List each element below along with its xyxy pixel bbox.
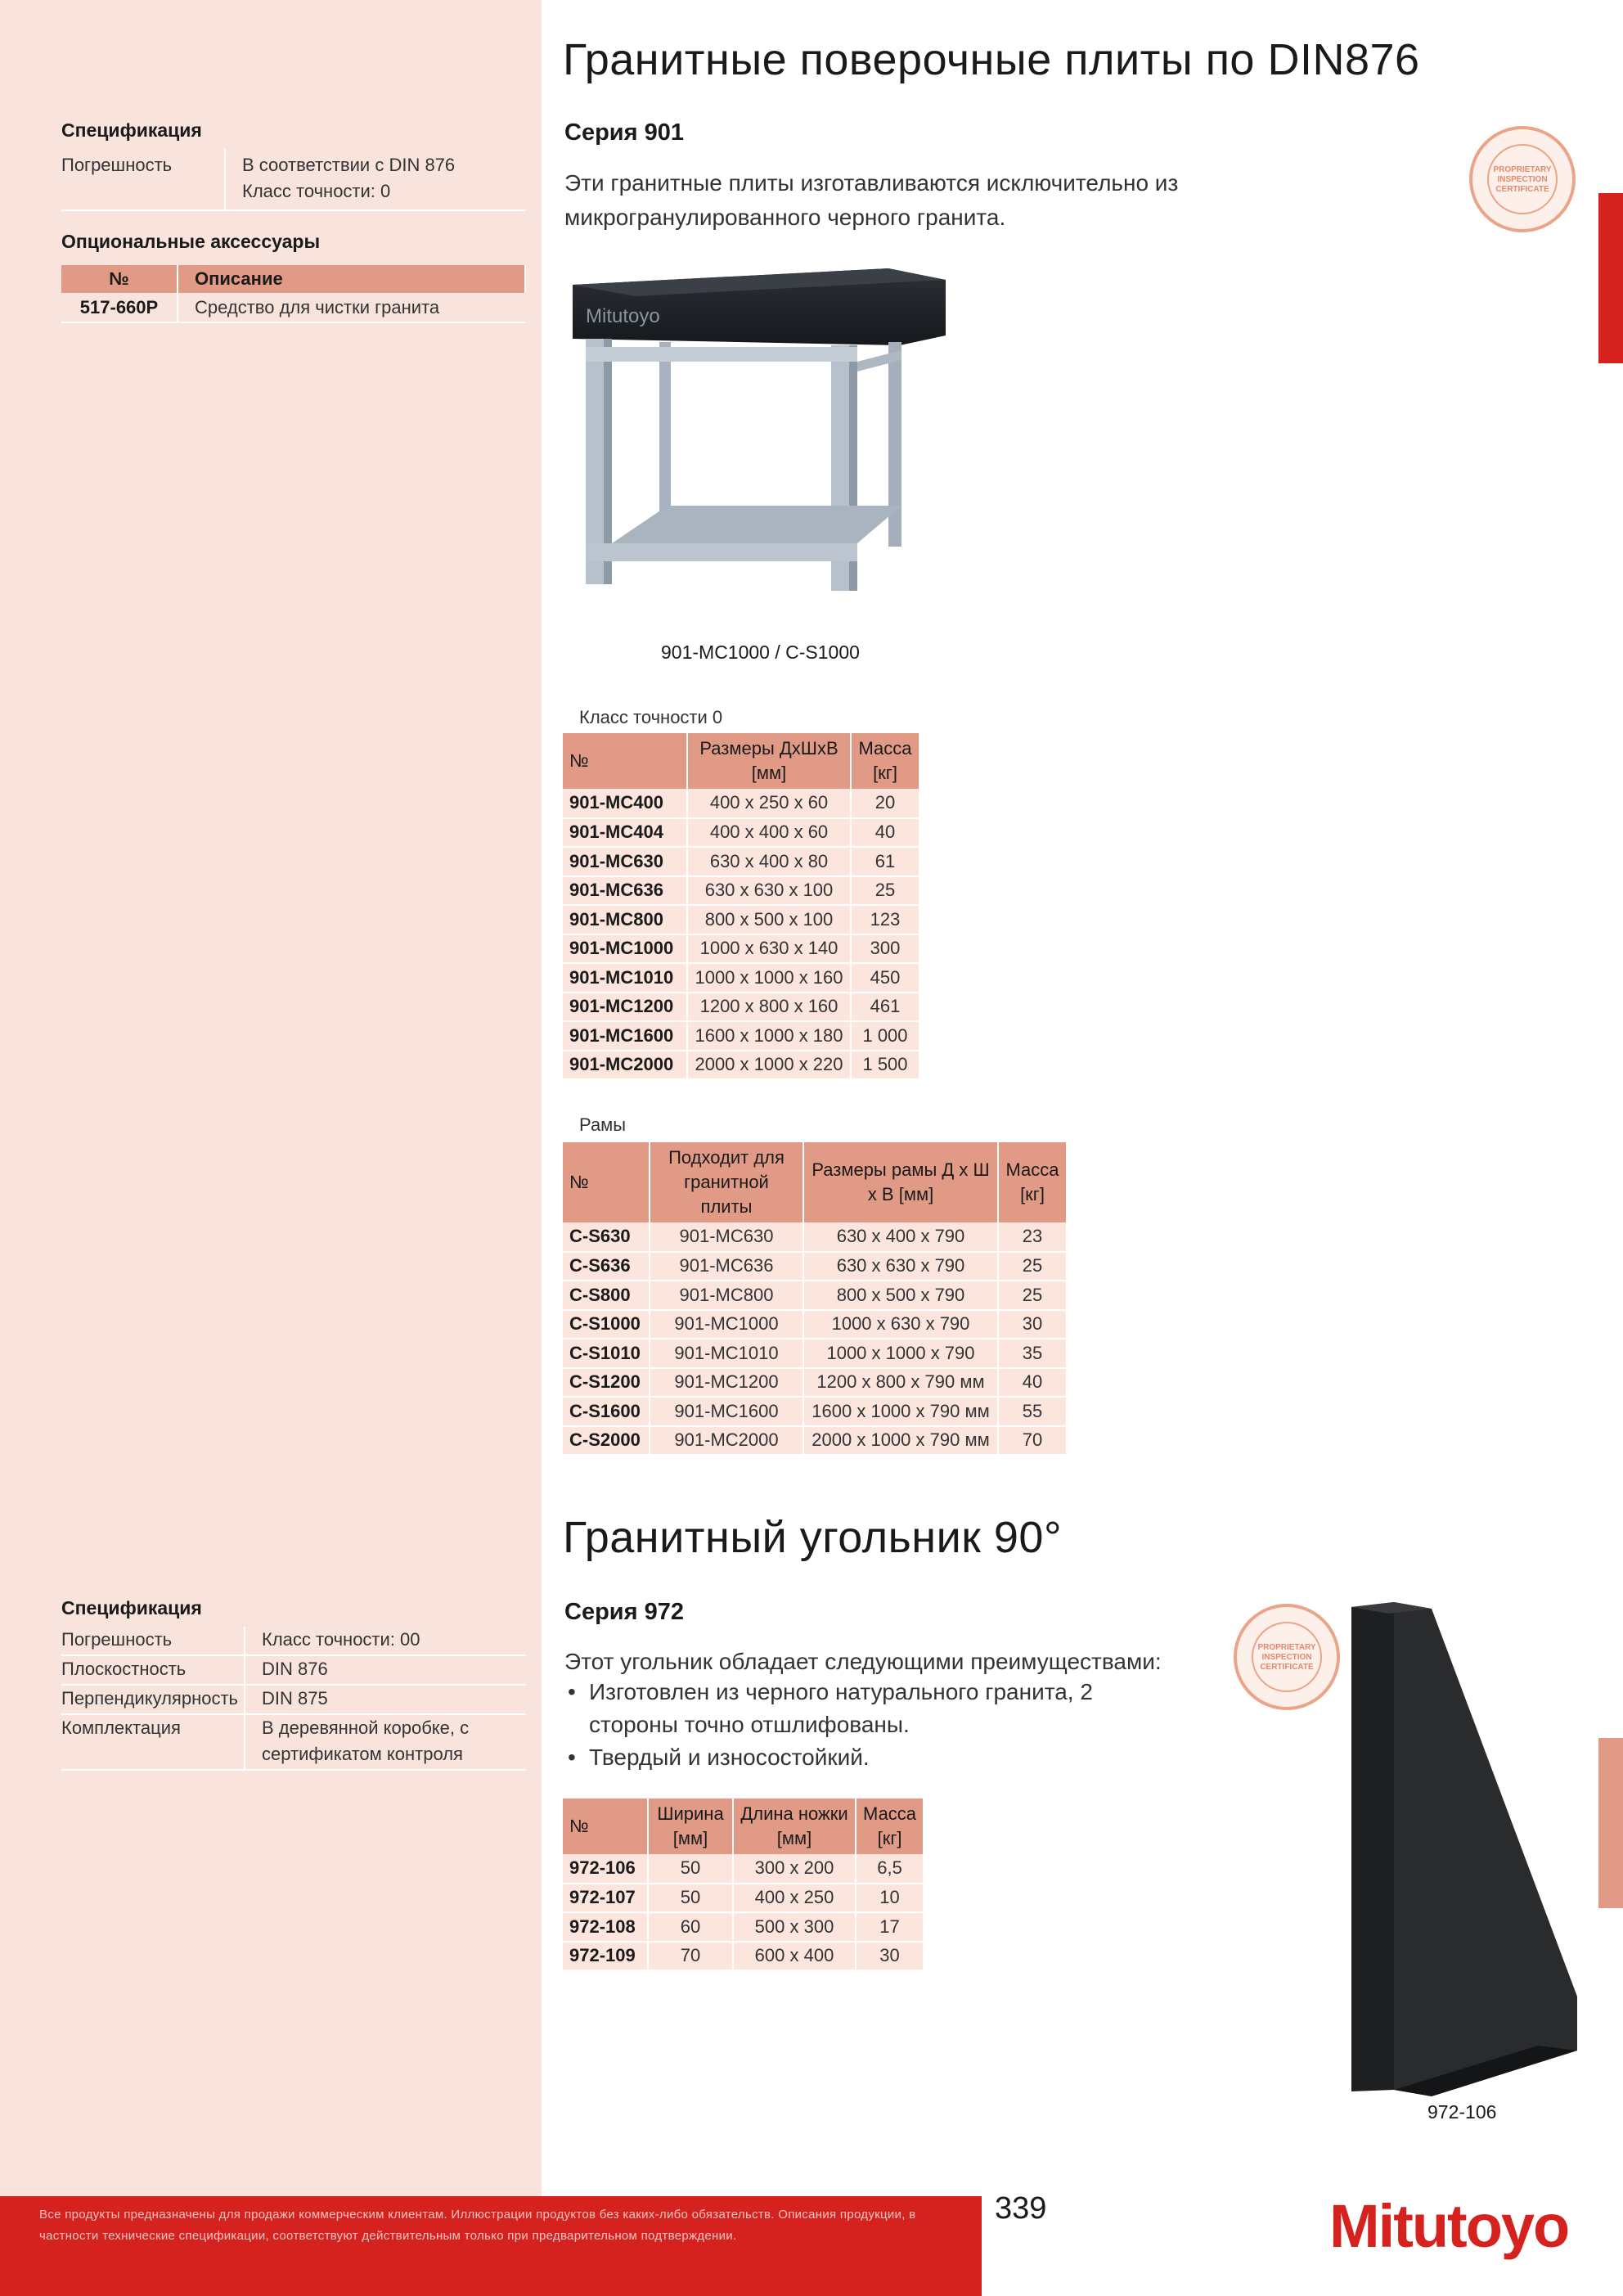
spec-value: DIN 875 xyxy=(245,1685,526,1714)
cell: 901-MC2000 xyxy=(650,1426,803,1456)
cell: 123 xyxy=(851,905,919,934)
cell: 1200 x 800 x 160 xyxy=(687,993,851,1022)
cell: 30 xyxy=(856,1942,924,1971)
cell: 500 x 300 xyxy=(733,1912,856,1942)
table-row xyxy=(563,789,919,818)
cell-no: 517-660P xyxy=(61,293,178,322)
cell: 25 xyxy=(998,1281,1067,1310)
col-header: № xyxy=(563,1799,648,1854)
cell: 630 x 630 x 790 xyxy=(803,1252,998,1281)
cell-no: C-S2000 xyxy=(563,1426,650,1456)
cell: 50 xyxy=(648,1884,733,1913)
col-header: Масса [кг] xyxy=(851,733,919,789)
table-row xyxy=(563,1021,919,1051)
cell: 300 x 200 xyxy=(733,1854,856,1884)
image-caption: 901-MC1000 / C-S1000 xyxy=(661,642,860,663)
frames-table xyxy=(563,1142,1068,1456)
certificate-seal xyxy=(1469,126,1576,232)
cell-no: 901-MC2000 xyxy=(563,1051,687,1080)
spec-title: Спецификация xyxy=(61,1597,202,1618)
table-header xyxy=(61,265,525,293)
cell: 901-MC630 xyxy=(650,1222,803,1252)
cell-no: 901-MC1600 xyxy=(563,1021,687,1051)
section2-title: Гранитный угольник 90° xyxy=(563,1513,1063,1562)
cell: 901-MC1010 xyxy=(650,1339,803,1368)
table-row xyxy=(563,934,919,964)
accessories-table xyxy=(61,265,526,323)
cell: 400 x 400 x 60 xyxy=(687,818,851,848)
cell: 901-MC1600 xyxy=(650,1397,803,1426)
cell-no: 972-106 xyxy=(563,1854,648,1884)
cell: 17 xyxy=(856,1912,924,1942)
mitutoyo-logo: Mitutoyo xyxy=(1329,2192,1569,2260)
seal-text: PROPRIETARY INSPECTION CERTIFICATE xyxy=(1257,1643,1316,1672)
col-header: Масса [кг] xyxy=(998,1142,1067,1222)
plates-body xyxy=(563,789,919,1079)
squares-body xyxy=(563,1854,924,1970)
cell: 55 xyxy=(998,1397,1067,1426)
table-row xyxy=(563,1051,919,1080)
side-tab-salmon xyxy=(1598,1738,1623,1908)
col-header: Подходит для гранитной плиты xyxy=(650,1142,803,1222)
table-row xyxy=(563,1368,1067,1398)
table-header xyxy=(563,733,919,789)
cell: 10 xyxy=(856,1884,924,1913)
side-tab-red xyxy=(1598,193,1623,363)
table-row xyxy=(563,1912,924,1942)
cell: 70 xyxy=(998,1426,1067,1456)
col-header: Размеры рамы Д х Ш х В [мм] xyxy=(803,1142,998,1222)
cell: 20 xyxy=(851,789,919,818)
cell: 1 000 xyxy=(851,1021,919,1051)
spec-key: Плоскостность xyxy=(61,1655,245,1685)
square-side xyxy=(1394,1602,1577,2096)
table-row xyxy=(563,818,919,848)
spec-value: Класс точности: 00 xyxy=(245,1627,526,1655)
cell: 70 xyxy=(648,1942,733,1971)
cell: 1000 x 1000 x 790 xyxy=(803,1339,998,1368)
spec-value-line: Класс точности: 0 xyxy=(242,181,391,201)
spec-table xyxy=(61,149,526,211)
col-header: Ширина [мм] xyxy=(648,1799,733,1854)
table-row xyxy=(563,993,919,1022)
left-panel xyxy=(0,0,542,2196)
cell-no: C-S800 xyxy=(563,1281,650,1310)
cell-no: 972-109 xyxy=(563,1942,648,1971)
stand-rail xyxy=(586,347,857,362)
cell: 1000 x 630 x 790 xyxy=(803,1310,998,1339)
cell: 40 xyxy=(998,1368,1067,1398)
cell: 2000 x 1000 x 790 мм xyxy=(803,1426,998,1456)
cell-no: 901-MC1200 xyxy=(563,993,687,1022)
section1-description: Эти гранитные плиты изготавливаются исключительно из микрогранулированного черного гранита. xyxy=(564,170,1179,230)
col-header: Длина ножки [мм] xyxy=(733,1799,856,1854)
cell: 40 xyxy=(851,818,919,848)
cell-no: C-S1600 xyxy=(563,1397,650,1426)
cell: 6,5 xyxy=(856,1854,924,1884)
cell: 1600 x 1000 x 180 xyxy=(687,1021,851,1051)
cell: 400 x 250 xyxy=(733,1884,856,1913)
cell-no: C-S630 xyxy=(563,1222,650,1252)
col-header: Масса [кг] xyxy=(856,1799,924,1854)
granite-square-image xyxy=(1342,1596,1587,2103)
cell: 50 xyxy=(648,1854,733,1884)
section2-series: Серия 972 xyxy=(564,1599,684,1625)
plates-table xyxy=(563,733,920,1080)
cell: 630 x 400 x 790 xyxy=(803,1222,998,1252)
footer-disclaimer: Все продукты предназначены для продажи коммерческим клиентам. Иллюстрации продуктов без каких-либо обязательств. Описания продукции, в частности технические спецификации, соответствуют действительным только при предварительном подтверждении. xyxy=(39,2208,916,2243)
table-row xyxy=(563,905,919,934)
table-row xyxy=(563,1310,1067,1339)
section1-series: Серия 901 xyxy=(564,119,684,146)
cell: 25 xyxy=(998,1252,1067,1281)
accessories-title: Опциональные аксессуары xyxy=(61,231,321,252)
cell-no: 901-MC630 xyxy=(563,847,687,876)
cell: 35 xyxy=(998,1339,1067,1368)
table-header xyxy=(563,1799,924,1854)
cell: 630 x 630 x 100 xyxy=(687,876,851,906)
image-caption: 972-106 xyxy=(1427,2101,1497,2123)
plates-caption: Класс точности 0 xyxy=(579,707,723,727)
cell: 400 x 250 x 60 xyxy=(687,789,851,818)
cell: 630 x 400 x 80 xyxy=(687,847,851,876)
table-row xyxy=(563,1884,924,1913)
cell-no: C-S1200 xyxy=(563,1368,650,1398)
spec-value: В деревянной коробке, с сертификатом контроля xyxy=(245,1714,526,1770)
certificate-seal xyxy=(1234,1604,1340,1710)
spec-value xyxy=(225,149,526,210)
cell: 23 xyxy=(998,1222,1067,1252)
section2-bullets xyxy=(564,1676,1186,1774)
col-header: № xyxy=(563,733,687,789)
cell: 25 xyxy=(851,876,919,906)
spec-key: Погрешность xyxy=(61,1627,245,1655)
cell: 901-MC1000 xyxy=(650,1310,803,1339)
table-row xyxy=(563,1252,1067,1281)
cell: 600 x 400 xyxy=(733,1942,856,1971)
table-row xyxy=(563,1426,1067,1456)
frames-caption: Рамы xyxy=(579,1114,627,1135)
section1-title: Гранитные поверочные плиты по DIN876 xyxy=(563,35,1420,84)
spec-value: DIN 876 xyxy=(245,1655,526,1685)
cell-no: 901-MC1000 xyxy=(563,934,687,964)
stand-rail xyxy=(586,543,857,561)
cell-no: 901-MC1010 xyxy=(563,963,687,993)
cell: 2000 x 1000 x 220 xyxy=(687,1051,851,1080)
square-face xyxy=(1351,1602,1394,2091)
cell: 461 xyxy=(851,993,919,1022)
col-header: № xyxy=(61,265,178,293)
granite-plate-image xyxy=(561,260,962,612)
table-row xyxy=(563,963,919,993)
spec-row xyxy=(61,1655,526,1685)
squares-table xyxy=(563,1799,924,1971)
table-row xyxy=(563,1854,924,1884)
table-row xyxy=(563,1281,1067,1310)
cell: 1 500 xyxy=(851,1051,919,1080)
cell: Средство для чистки гранита xyxy=(178,293,525,322)
stand-leg-back xyxy=(888,342,901,547)
table-row xyxy=(563,1942,924,1971)
cell: 450 xyxy=(851,963,919,993)
table-row xyxy=(563,1339,1067,1368)
table-row xyxy=(61,293,525,322)
bullet-item: • Изготовлен из черного натурального гранита, 2 стороны точно отшлифованы. xyxy=(564,1676,1186,1741)
cell: 901-MC1200 xyxy=(650,1368,803,1398)
cell-no: C-S1000 xyxy=(563,1310,650,1339)
cell: 901-MC800 xyxy=(650,1281,803,1310)
cell: 1200 x 800 x 790 мм xyxy=(803,1368,998,1398)
cell: 1000 x 1000 x 160 xyxy=(687,963,851,993)
spec-title: Спецификация xyxy=(61,119,202,141)
cell: 30 xyxy=(998,1310,1067,1339)
bullet-item: • Твердый и износостойкий. xyxy=(564,1741,1186,1774)
cell: 1000 x 630 x 140 xyxy=(687,934,851,964)
cell-no: C-S636 xyxy=(563,1252,650,1281)
cell-no: 972-107 xyxy=(563,1884,648,1913)
col-header: № xyxy=(563,1142,650,1222)
cell: 300 xyxy=(851,934,919,964)
spec-table xyxy=(61,1627,526,1771)
table-row xyxy=(563,847,919,876)
table-row xyxy=(563,1222,1067,1252)
cell-no: 901-MC800 xyxy=(563,905,687,934)
table-row xyxy=(563,876,919,906)
cell-no: C-S1010 xyxy=(563,1339,650,1368)
seal-text: PROPRIETARY INSPECTION CERTIFICATE xyxy=(1493,165,1552,194)
col-header: Описание xyxy=(178,265,525,293)
frames-body xyxy=(563,1222,1067,1455)
cell: 60 xyxy=(648,1912,733,1942)
spec-key: Перпендикулярность xyxy=(61,1685,245,1714)
spec-row xyxy=(61,1627,526,1655)
cell: 800 x 500 x 100 xyxy=(687,905,851,934)
cell: 800 x 500 x 790 xyxy=(803,1281,998,1310)
cell-no: 972-108 xyxy=(563,1912,648,1942)
spec-key: Погрешность xyxy=(61,149,225,210)
table-row xyxy=(563,1397,1067,1426)
cell-no: 901-MC404 xyxy=(563,818,687,848)
spec-row xyxy=(61,149,526,210)
spec-key: Комплектация xyxy=(61,1714,245,1770)
table-header xyxy=(563,1142,1067,1222)
section2-intro: Этот угольник обладает следующими преимуществами: xyxy=(564,1649,1162,1674)
spec-row xyxy=(61,1685,526,1714)
cell: 1600 x 1000 x 790 мм xyxy=(803,1397,998,1426)
page-number: 339 xyxy=(995,2191,1047,2226)
cell: 61 xyxy=(851,847,919,876)
cell-no: 901-MC400 xyxy=(563,789,687,818)
spec-row xyxy=(61,1714,526,1770)
col-header: Размеры ДхШхВ [мм] xyxy=(687,733,851,789)
plate-brand: Mitutoyo xyxy=(586,305,660,327)
spec-value-line: В соответствии с DIN 876 xyxy=(242,155,456,175)
cell-no: 901-MC636 xyxy=(563,876,687,906)
cell: 901-MC636 xyxy=(650,1252,803,1281)
stand-rail-back xyxy=(612,506,901,543)
